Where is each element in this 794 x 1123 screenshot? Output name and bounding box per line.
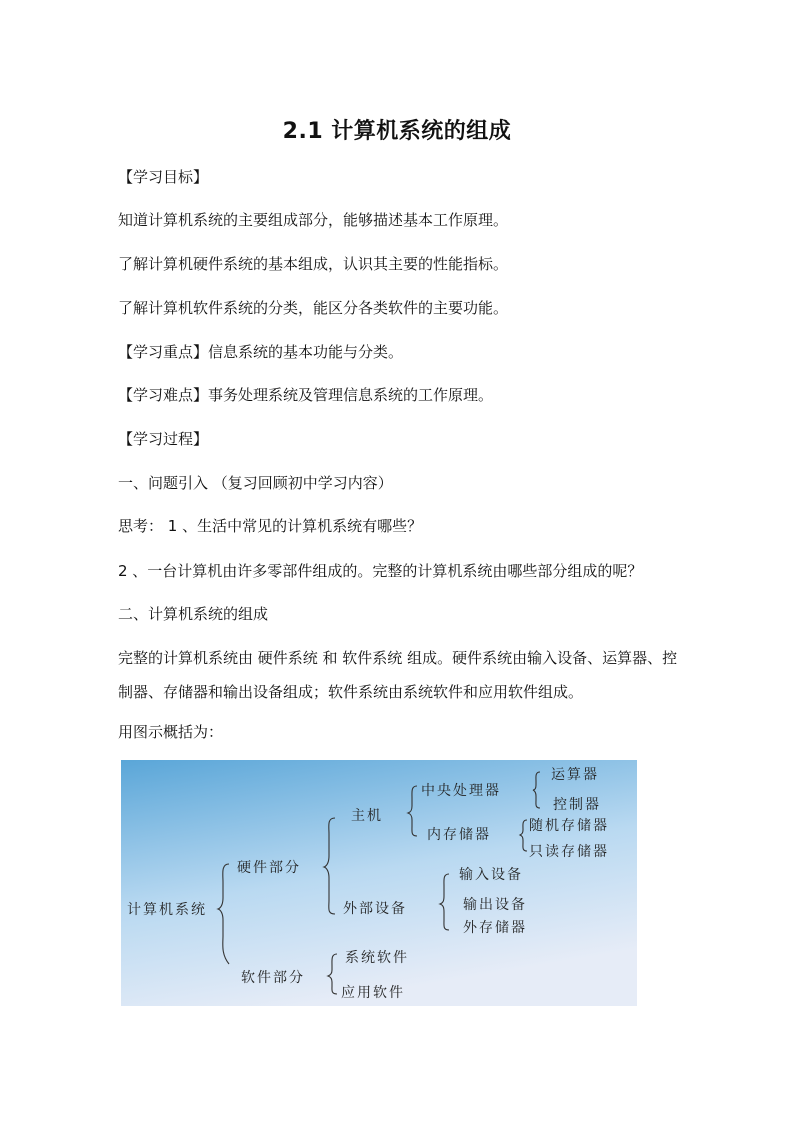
node-controller: 控制器 [553,797,601,813]
node-software: 软件部分 [241,970,305,986]
diagram-intro: 用图示概括为： [118,723,224,741]
process-heading: 【学习过程】 [118,430,209,448]
node-input: 输入设备 [459,867,523,883]
diagram-svg [121,760,637,1006]
node-host: 主机 [351,808,383,824]
objective-item: 了解计算机软件系统的分类，能区分各类软件的主要功能。 [118,299,509,317]
node-alu: 运算器 [551,767,599,783]
node-cpu: 中央处理器 [421,783,501,799]
key-point: 【学习重点】信息系统的基本功能与分类。 [118,343,404,361]
question: 2 、一台计算机由许多零部件组成的。完整的计算机系统由哪些部分组成的呢？ [118,562,643,580]
computer-system-diagram [121,760,637,1006]
section-heading: 一、问题引入 （复习回顾初中学习内容） [118,474,393,492]
node-output: 输出设备 [463,897,527,913]
difficulty: 【学习难点】事务处理系统及管理信息系统的工作原理。 [118,386,494,404]
node-application-software: 应用软件 [341,985,405,1001]
node-computer-system: 计算机系统 [127,902,207,918]
node-ram: 随机存储器 [529,818,609,834]
objective-item: 了解计算机硬件系统的基本组成，认识其主要的性能指标。 [118,255,509,273]
node-peripherals: 外部设备 [343,901,407,917]
node-external-storage: 外存储器 [463,920,527,936]
body-paragraph: 完整的计算机系统由 硬件系统 和 软件系统 组成。硬件系统由输入设备、运算器、控制器、存储器和输出设备组成；软件系统由系统软件和应用软件组成。 [118,649,678,701]
section-heading: 二、计算机系统的组成 [118,605,269,623]
question: 思考： 1 、生活中常见的计算机系统有哪些？ [118,517,423,535]
node-hardware: 硬件部分 [237,860,301,876]
page-title: 2.1 计算机系统的组成 [282,119,512,144]
node-memory: 内存储器 [427,827,491,843]
objective-item: 知道计算机系统的主要组成部分，能够描述基本工作原理。 [118,211,509,229]
node-rom: 只读存储器 [529,844,609,860]
objectives-heading: 【学习目标】 [118,168,209,186]
node-system-software: 系统软件 [345,950,409,966]
